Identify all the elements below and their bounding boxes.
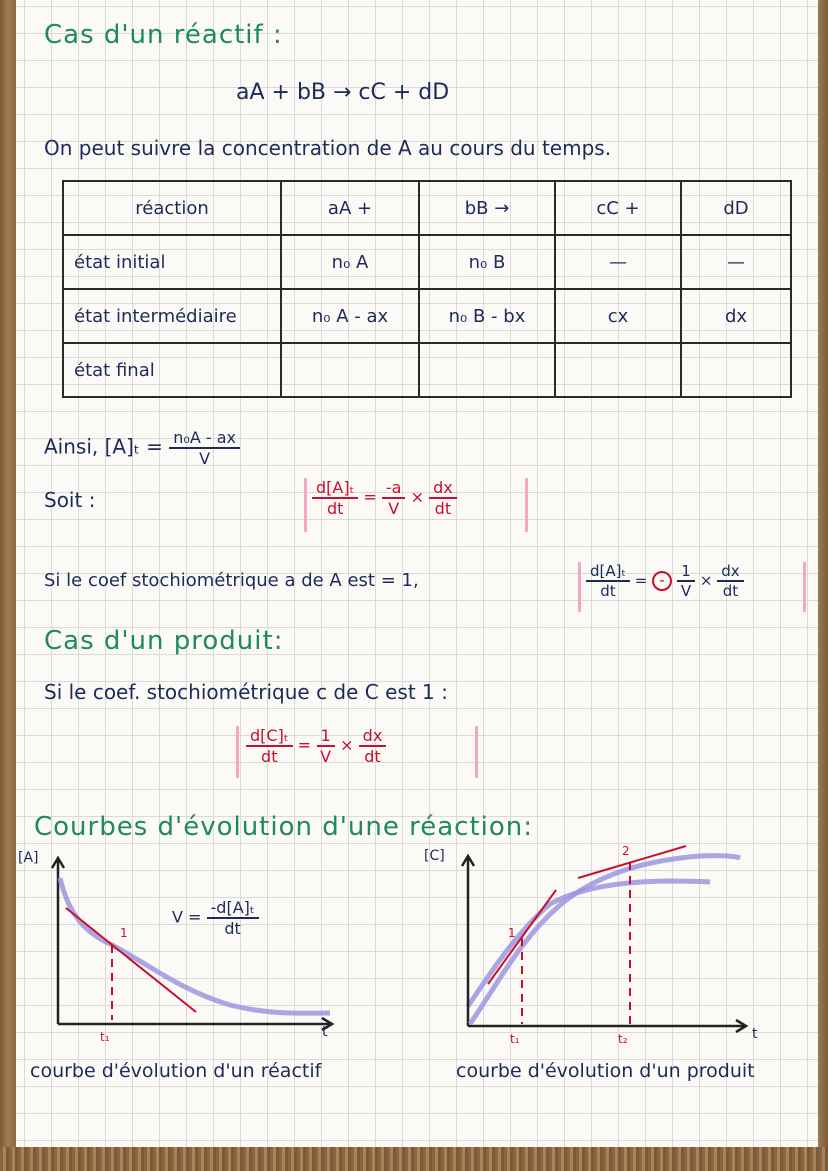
fraction-numerator: d[A]ₜ: [312, 478, 358, 499]
fraction-denominator: V: [199, 449, 211, 468]
table-cell: dx: [681, 289, 791, 343]
graph-produit-time-1-label: t₁: [510, 1032, 520, 1046]
table-header-cell: cC +: [555, 181, 681, 235]
table-cell: n₀ B - bx: [419, 289, 555, 343]
table-header-cell: réaction: [63, 181, 281, 235]
graph-produit-time-2-label: t₂: [618, 1032, 628, 1046]
table-cell: n₀ A: [281, 235, 419, 289]
fraction-numerator: 1: [677, 562, 695, 582]
table-row-label: état final: [63, 343, 281, 397]
equals-sign: =: [297, 735, 312, 755]
soit-label: Soit :: [44, 488, 96, 512]
fraction-denominator: V: [680, 582, 692, 600]
graph-reactif-point-label: 1: [120, 926, 128, 940]
conc-a-label: [A]ₜ =: [104, 434, 163, 459]
reaction-equation: aA + bB → cC + dD: [236, 80, 450, 105]
graph-produit-x-label: t: [752, 1026, 758, 1042]
fraction-numerator: dx: [717, 562, 743, 582]
table-cell: —: [681, 235, 791, 289]
fraction-denominator: V: [320, 747, 332, 766]
table-cell: cx: [555, 289, 681, 343]
fraction-denominator: dt: [364, 747, 381, 766]
fraction-numerator: 1: [317, 726, 335, 747]
fraction-denominator: dt: [434, 499, 452, 518]
rate-lhs: V =: [172, 907, 202, 927]
intro-text: On peut suivre la concentration de A au cours du temps.: [44, 136, 612, 160]
fraction-denominator: dt: [224, 919, 241, 938]
circled-minus-icon: -: [652, 571, 672, 591]
table-row-label: état intermédiaire: [63, 289, 281, 343]
graph-produit-caption: courbe d'évolution d'un produit: [456, 1060, 755, 1082]
fraction-numerator: dx: [359, 726, 387, 747]
times-sign: ×: [340, 735, 354, 755]
heading-cas-reactif: Cas d'un réactif :: [44, 20, 283, 50]
table-cell: n₀ B: [419, 235, 555, 289]
fraction-numerator: d[A]ₜ: [586, 562, 630, 582]
fraction-numerator: -d[A]ₜ: [207, 898, 259, 919]
fraction-denominator: dt: [722, 582, 739, 600]
si-coef-c-text: Si le coef. stochiométrique c de C est 1 :: [44, 680, 448, 704]
graph-produit-y-label: [C]: [424, 848, 445, 864]
si-coef-a-text: Si le coef stochiométrique a de A est = 1,: [44, 570, 419, 591]
fraction-numerator: d[C]ₜ: [246, 726, 293, 747]
equals-sign: =: [634, 571, 648, 590]
table-cell: —: [555, 235, 681, 289]
fraction-denominator: dt: [261, 747, 278, 766]
fraction-denominator: dt: [326, 499, 344, 518]
table-cell: n₀ A - ax: [281, 289, 419, 343]
fraction-numerator: -a: [382, 478, 406, 499]
table-header-cell: bB →: [419, 181, 555, 235]
times-sign: ×: [699, 571, 713, 590]
fraction-denominator: V: [388, 499, 400, 518]
fraction-numerator: dx: [429, 478, 457, 499]
fraction-denominator: dt: [600, 582, 616, 600]
graph-reactif-x-label: t: [322, 1024, 328, 1040]
times-sign: ×: [410, 487, 424, 507]
heading-courbes: Courbes d'évolution d'une réaction:: [34, 812, 534, 842]
table-header-cell: aA +: [281, 181, 419, 235]
ainsi-label: Ainsi,: [44, 434, 99, 459]
fraction-numerator: n₀A - ax: [169, 428, 240, 449]
graph-reactif-time-label: t₁: [100, 1030, 110, 1044]
table-row-label: état initial: [63, 235, 281, 289]
heading-cas-produit: Cas d'un produit:: [44, 626, 284, 656]
graph-produit-point-2-label: 2: [622, 844, 630, 858]
graph-reactif-caption: courbe d'évolution d'un réactif: [30, 1060, 322, 1082]
graph-produit-point-1-label: 1: [508, 926, 516, 940]
equals-sign: =: [363, 487, 377, 507]
graph-reactif-y-label: [A]: [18, 850, 39, 866]
table-header-cell: dD: [681, 181, 791, 235]
